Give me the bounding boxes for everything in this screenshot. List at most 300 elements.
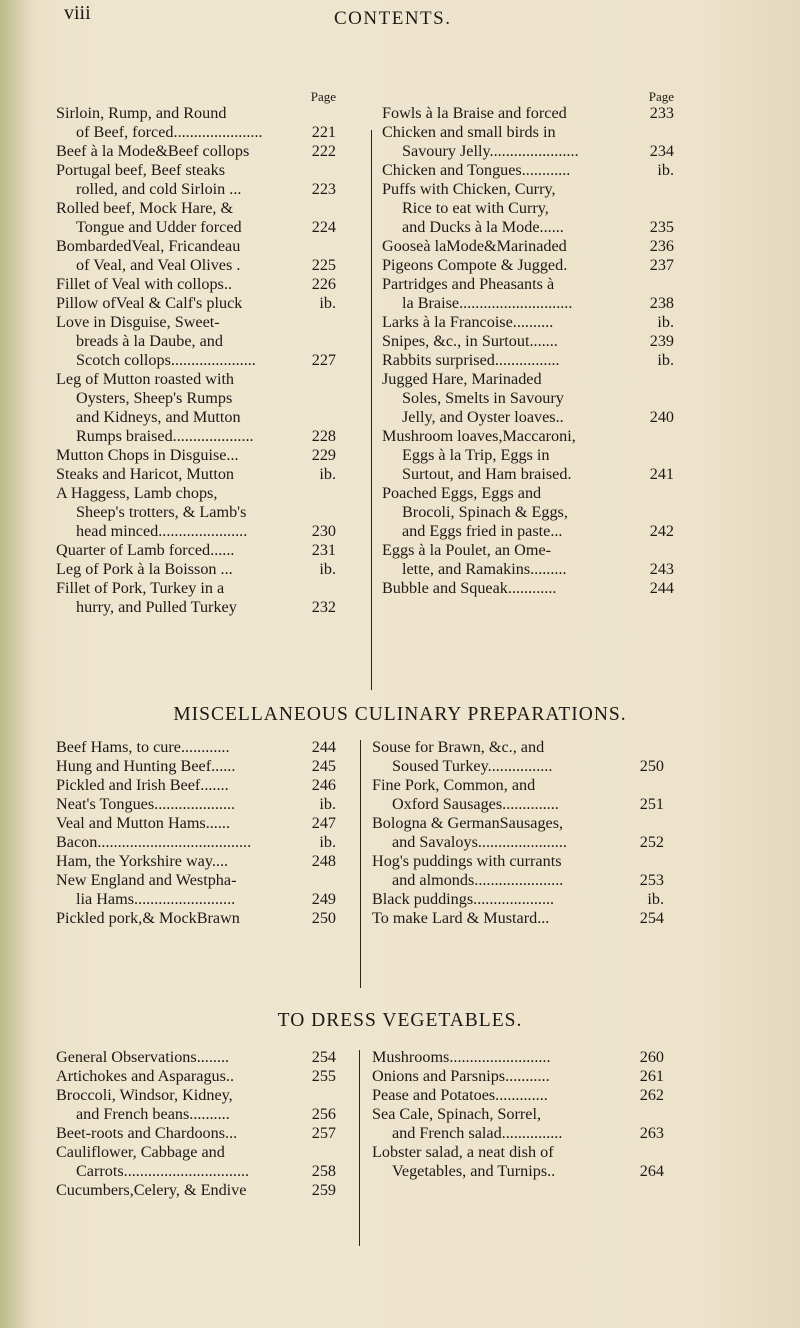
entry-line bbox=[56, 332, 336, 351]
entry-text: Artichokes and Asparagus.. bbox=[56, 1067, 235, 1085]
entry-line bbox=[56, 1162, 336, 1181]
entry-text: Portugal beef, Beef steaks bbox=[56, 161, 226, 179]
entry-line bbox=[382, 256, 674, 275]
column-divider bbox=[371, 130, 372, 690]
entry-line bbox=[372, 795, 664, 814]
entry-line bbox=[382, 332, 674, 351]
contents-entry bbox=[382, 237, 674, 256]
entry-line bbox=[56, 1105, 336, 1124]
contents-column-right bbox=[382, 90, 674, 598]
entry-text: Fine Pork, Common, and bbox=[372, 776, 536, 794]
entry-page-number: 251 bbox=[639, 795, 664, 813]
entry-text: Soles, Smelts in Savoury bbox=[402, 389, 564, 407]
entry-text: and Savaloys...................... bbox=[392, 833, 567, 851]
entry-page-number: 257 bbox=[311, 1124, 336, 1142]
entry-page-number: 263 bbox=[639, 1124, 664, 1142]
entry-text: Bubble and Squeak............ bbox=[382, 579, 557, 597]
entry-text: Vegetables, and Turnips.. bbox=[392, 1162, 556, 1180]
entry-text: Leg of Mutton roasted with bbox=[56, 370, 235, 388]
entry-text: Beet-roots and Chardoons... bbox=[56, 1124, 238, 1142]
entry-line bbox=[372, 871, 664, 890]
entry-text: Leg of Pork à la Boisson ... bbox=[56, 560, 233, 578]
contents-entry bbox=[382, 351, 674, 370]
contents-entry bbox=[56, 560, 336, 579]
entry-line bbox=[56, 522, 336, 541]
entry-line bbox=[56, 776, 336, 795]
entry-page-number: 241 bbox=[649, 465, 674, 483]
entry-line bbox=[56, 408, 336, 427]
contents-entry bbox=[382, 313, 674, 332]
entry-text: Souse for Brawn, &c., and bbox=[372, 738, 545, 756]
contents-entry bbox=[56, 275, 336, 294]
entry-line bbox=[56, 218, 336, 237]
entry-text: Pigeons Compote & Jugged. bbox=[382, 256, 568, 274]
entry-text: Fowls à la Braise and forced bbox=[382, 104, 567, 122]
contents-entry bbox=[56, 161, 336, 199]
entry-line bbox=[56, 1143, 336, 1162]
entry-line bbox=[372, 757, 664, 776]
entry-line bbox=[56, 465, 336, 484]
entry-text: and Eggs fried in paste... bbox=[402, 522, 563, 540]
contents-entry bbox=[382, 275, 674, 313]
entry-text: Neat's Tongues.................... bbox=[56, 795, 236, 813]
entry-text: Veal and Mutton Hams...... bbox=[56, 814, 230, 832]
entry-line bbox=[372, 1143, 664, 1162]
entry-line bbox=[382, 522, 674, 541]
contents-entry bbox=[372, 738, 664, 776]
contents-entry bbox=[372, 890, 664, 909]
contents-entry bbox=[382, 161, 674, 180]
entry-text: Oysters, Sheep's Rumps bbox=[76, 389, 233, 407]
entry-text: Scotch collops..................... bbox=[76, 351, 256, 369]
entry-line bbox=[56, 757, 336, 776]
entry-line bbox=[56, 199, 336, 218]
entry-text: Tongue and Udder forced bbox=[76, 218, 242, 236]
entry-line bbox=[382, 199, 674, 218]
entry-line bbox=[382, 370, 674, 389]
contents-entry bbox=[372, 814, 664, 852]
contents-entry bbox=[56, 294, 336, 313]
contents-entry bbox=[56, 199, 336, 237]
entry-text: Mutton Chops in Disguise... bbox=[56, 446, 239, 464]
entry-text: Beef Hams, to cure............ bbox=[56, 738, 230, 756]
entry-text: To make Lard & Mustard... bbox=[372, 909, 550, 927]
entry-line bbox=[382, 484, 674, 503]
entry-page-number: 253 bbox=[639, 871, 664, 889]
entry-line bbox=[56, 852, 336, 871]
entry-text: BombardedVeal, Fricandeau bbox=[56, 237, 241, 255]
entry-page-number: 229 bbox=[311, 446, 336, 464]
contents-entry bbox=[372, 1086, 664, 1105]
contents-entry bbox=[382, 541, 674, 579]
entry-text: Fillet of Veal with collops.. bbox=[56, 275, 232, 293]
entry-page-number: 234 bbox=[649, 142, 674, 160]
entry-text: Lobster salad, a neat dish of bbox=[372, 1143, 554, 1161]
contents-entry bbox=[56, 484, 336, 541]
contents-entry bbox=[372, 1143, 664, 1181]
entry-line bbox=[56, 1181, 336, 1200]
contents-column-left bbox=[56, 90, 336, 617]
entry-text: Pillow ofVeal & Calf's pluck bbox=[56, 294, 243, 312]
entry-page-number: 255 bbox=[311, 1067, 336, 1085]
entry-text: Quarter of Lamb forced...... bbox=[56, 541, 235, 559]
entry-line bbox=[56, 484, 336, 503]
entry-text: Sea Cale, Spinach, Sorrel, bbox=[372, 1105, 542, 1123]
entry-text: Steaks and Haricot, Mutton bbox=[56, 465, 235, 483]
entry-text: Eggs à la Trip, Eggs in bbox=[402, 446, 550, 464]
entry-line bbox=[372, 1067, 664, 1086]
entry-text: Chicken and small birds in bbox=[382, 123, 556, 141]
entry-text: A Haggess, Lamb chops, bbox=[56, 484, 218, 502]
entry-text: Gooseà laMode&Marinaded bbox=[382, 237, 567, 255]
entry-line bbox=[56, 275, 336, 294]
entry-page-number: ib. bbox=[319, 465, 336, 483]
entry-page-number: 221 bbox=[311, 123, 336, 141]
contents-entry bbox=[382, 256, 674, 275]
entry-line bbox=[372, 1048, 664, 1067]
entry-text: Pease and Potatoes............. bbox=[372, 1086, 548, 1104]
contents-entry bbox=[56, 370, 336, 446]
entry-page-number: 236 bbox=[649, 237, 674, 255]
entry-line bbox=[56, 237, 336, 256]
entry-line bbox=[382, 218, 674, 237]
entry-line bbox=[56, 427, 336, 446]
entry-page-number: 224 bbox=[311, 218, 336, 236]
entry-text: Surtout, and Ham braised. bbox=[402, 465, 572, 483]
entry-text: Savoury Jelly...................... bbox=[402, 142, 579, 160]
entry-text: Bologna & GermanSausages, bbox=[372, 814, 564, 832]
running-head: CONTENTS. bbox=[334, 8, 452, 29]
entry-page-number: 256 bbox=[311, 1105, 336, 1123]
entry-page-number: 227 bbox=[311, 351, 336, 369]
entry-line bbox=[56, 871, 336, 890]
entry-line bbox=[56, 351, 336, 370]
contents-entry bbox=[56, 1067, 336, 1086]
entry-text: head minced...................... bbox=[76, 522, 248, 540]
contents-entry bbox=[56, 833, 336, 852]
entry-text: Puffs with Chicken, Curry, bbox=[382, 180, 556, 198]
entry-line bbox=[56, 313, 336, 332]
entry-line bbox=[56, 598, 336, 617]
page-column-label: Page bbox=[310, 89, 336, 104]
contents-entry bbox=[56, 738, 336, 757]
section-title-miscellaneous: MISCELLANEOUS CULINARY PREPARATIONS. bbox=[173, 704, 627, 725]
entry-text: Hung and Hunting Beef...... bbox=[56, 757, 236, 775]
entry-text: Broccoli, Windsor, Kidney, bbox=[56, 1086, 233, 1104]
contents-entry bbox=[382, 180, 674, 237]
entry-text: of Veal, and Veal Olives . bbox=[76, 256, 241, 274]
entry-page-number: 244 bbox=[649, 579, 674, 597]
entry-line bbox=[382, 503, 674, 522]
entry-page-number: 238 bbox=[649, 294, 674, 312]
entry-page-number: 223 bbox=[311, 180, 336, 198]
contents-entry bbox=[372, 909, 664, 928]
entry-text: Hog's puddings with currants bbox=[372, 852, 562, 870]
entry-line bbox=[56, 446, 336, 465]
entry-line bbox=[56, 833, 336, 852]
contents-entry bbox=[382, 123, 674, 161]
entry-page-number: 240 bbox=[649, 408, 674, 426]
entry-text: Onions and Parsnips........... bbox=[372, 1067, 550, 1085]
entry-text: and French beans.......... bbox=[76, 1105, 230, 1123]
entry-text: and French salad............... bbox=[392, 1124, 563, 1142]
entry-page-number: 262 bbox=[639, 1086, 664, 1104]
contents-entry bbox=[372, 852, 664, 890]
contents-entry bbox=[372, 1048, 664, 1067]
entry-line bbox=[382, 180, 674, 199]
entry-line bbox=[372, 1105, 664, 1124]
entry-text: Fillet of Pork, Turkey in a bbox=[56, 579, 225, 597]
entry-page-number: 249 bbox=[311, 890, 336, 908]
entry-text: Cucumbers,Celery, & Endive bbox=[56, 1181, 247, 1199]
entry-text: Larks à la Francoise.......... bbox=[382, 313, 554, 331]
entry-line bbox=[56, 1124, 336, 1143]
entry-page-number: 237 bbox=[649, 256, 674, 274]
entry-line bbox=[56, 370, 336, 389]
entry-text: Brocoli, Spinach & Eggs, bbox=[402, 503, 568, 521]
entry-text: hurry, and Pulled Turkey bbox=[76, 598, 237, 616]
entry-line bbox=[56, 389, 336, 408]
entry-line bbox=[382, 389, 674, 408]
entry-line bbox=[372, 814, 664, 833]
entry-page-number: 254 bbox=[639, 909, 664, 927]
entry-text: Mushrooms......................... bbox=[372, 1048, 551, 1066]
entry-line bbox=[56, 123, 336, 142]
contents-entry bbox=[382, 427, 674, 484]
entry-text: Pickled pork,& MockBrawn bbox=[56, 909, 240, 927]
contents-entry bbox=[56, 776, 336, 795]
entry-text: Beef à la Mode&Beef collops bbox=[56, 142, 250, 160]
contents-entry bbox=[56, 1124, 336, 1143]
entry-line bbox=[372, 890, 664, 909]
misc-column-left bbox=[56, 738, 336, 928]
entry-line bbox=[382, 579, 674, 598]
entry-text: rolled, and cold Sirloin ... bbox=[76, 180, 242, 198]
entry-line bbox=[56, 579, 336, 598]
entry-line bbox=[56, 890, 336, 909]
entry-line bbox=[56, 161, 336, 180]
entry-line bbox=[382, 237, 674, 256]
contents-entry bbox=[382, 332, 674, 351]
folio-number: viii bbox=[64, 2, 91, 24]
entry-page-number: ib. bbox=[319, 795, 336, 813]
entry-line bbox=[382, 465, 674, 484]
contents-entry bbox=[56, 465, 336, 484]
entry-line bbox=[56, 738, 336, 757]
entry-line bbox=[56, 294, 336, 313]
entry-text: Black puddings.................... bbox=[372, 890, 555, 908]
contents-entry bbox=[56, 795, 336, 814]
entry-text: lia Hams......................... bbox=[76, 890, 236, 908]
entry-text: Bacon...................................... bbox=[56, 833, 252, 851]
contents-entry bbox=[56, 1086, 336, 1124]
entry-text: New England and Westpha- bbox=[56, 871, 237, 889]
entry-page-number: 246 bbox=[311, 776, 336, 794]
entry-line bbox=[372, 852, 664, 871]
entry-page-number: 233 bbox=[649, 104, 674, 122]
entry-page-number: 252 bbox=[639, 833, 664, 851]
entry-text: Rice to eat with Curry, bbox=[402, 199, 549, 217]
contents-entry bbox=[56, 142, 336, 161]
entry-line bbox=[56, 142, 336, 161]
entry-line bbox=[56, 1086, 336, 1105]
entry-line bbox=[382, 161, 674, 180]
contents-entry bbox=[56, 852, 336, 871]
column-divider bbox=[359, 1050, 360, 1246]
entry-page-number: 258 bbox=[311, 1162, 336, 1180]
entry-page-number: 230 bbox=[311, 522, 336, 540]
entry-text: Ham, the Yorkshire way.... bbox=[56, 852, 229, 870]
entry-page-number: 231 bbox=[311, 541, 336, 559]
entry-line bbox=[56, 909, 336, 928]
entry-line bbox=[382, 351, 674, 370]
entry-page-number: 243 bbox=[649, 560, 674, 578]
contents-entry bbox=[56, 1181, 336, 1200]
contents-entry bbox=[56, 313, 336, 370]
veg-column-left bbox=[56, 1048, 336, 1200]
contents-entry bbox=[56, 237, 336, 275]
entry-text: Soused Turkey................ bbox=[392, 757, 553, 775]
entry-page-number: 250 bbox=[639, 757, 664, 775]
contents-entry bbox=[56, 541, 336, 560]
entry-page-number: 250 bbox=[311, 909, 336, 927]
contents-entry bbox=[56, 1143, 336, 1181]
contents-entry bbox=[56, 757, 336, 776]
entry-text: Eggs à la Poulet, an Ome- bbox=[382, 541, 552, 559]
entry-page-number: 225 bbox=[311, 256, 336, 274]
entry-line bbox=[56, 1048, 336, 1067]
page-edge-stain bbox=[0, 0, 34, 1328]
contents-entry bbox=[56, 446, 336, 465]
entry-line bbox=[372, 833, 664, 852]
contents-entry bbox=[56, 1048, 336, 1067]
entry-line bbox=[372, 909, 664, 928]
contents-entry bbox=[56, 814, 336, 833]
entry-text: la Braise............................ bbox=[402, 294, 573, 312]
entry-page-number: ib. bbox=[319, 560, 336, 578]
entry-line bbox=[56, 180, 336, 199]
entry-line bbox=[56, 1067, 336, 1086]
contents-entry bbox=[56, 871, 336, 909]
entry-text: Partridges and Pheasants à bbox=[382, 275, 555, 293]
contents-entry bbox=[372, 1067, 664, 1086]
entry-line bbox=[382, 294, 674, 313]
entry-page-number: 264 bbox=[639, 1162, 664, 1180]
entry-text: Cauliflower, Cabbage and bbox=[56, 1143, 225, 1161]
entry-page-number: ib. bbox=[657, 351, 674, 369]
contents-entry bbox=[382, 370, 674, 427]
entry-page-number: 226 bbox=[311, 275, 336, 293]
entry-line bbox=[382, 275, 674, 294]
entry-text: Rolled beef, Mock Hare, & bbox=[56, 199, 234, 217]
entry-line bbox=[382, 427, 674, 446]
contents-entry bbox=[56, 909, 336, 928]
entry-text: Pickled and Irish Beef....... bbox=[56, 776, 229, 794]
entry-page-number: 248 bbox=[311, 852, 336, 870]
entry-text: Love in Disguise, Sweet- bbox=[56, 313, 220, 331]
entry-text: Chicken and Tongues............ bbox=[382, 161, 571, 179]
entry-text: General Observations........ bbox=[56, 1048, 230, 1066]
page-column-label: Page bbox=[648, 89, 674, 104]
entry-text: and almonds...................... bbox=[392, 871, 564, 889]
column-divider bbox=[360, 740, 361, 988]
entry-line bbox=[382, 408, 674, 427]
entry-line bbox=[372, 1162, 664, 1181]
entry-page-number: 254 bbox=[311, 1048, 336, 1066]
entry-line bbox=[56, 560, 336, 579]
entry-text: breads à la Daube, and bbox=[76, 332, 223, 350]
entry-page-number: 235 bbox=[649, 218, 674, 236]
entry-line bbox=[372, 776, 664, 795]
entry-page-number: ib. bbox=[319, 833, 336, 851]
section-title-vegetables: TO DRESS VEGETABLES. bbox=[277, 1010, 523, 1031]
entry-line bbox=[382, 560, 674, 579]
entry-line bbox=[382, 541, 674, 560]
entry-text: Sirloin, Rump, and Round bbox=[56, 104, 227, 122]
entry-line bbox=[56, 256, 336, 275]
entry-line bbox=[382, 142, 674, 161]
entry-page-number: 261 bbox=[639, 1067, 664, 1085]
entry-page-number: 247 bbox=[311, 814, 336, 832]
entry-page-number: ib. bbox=[657, 313, 674, 331]
entry-line bbox=[56, 795, 336, 814]
entry-text: Jelly, and Oyster loaves.. bbox=[402, 408, 564, 426]
entry-text: and Kidneys, and Mutton bbox=[76, 408, 241, 426]
entry-text: Rabbits surprised................ bbox=[382, 351, 560, 369]
veg-column-right bbox=[372, 1048, 664, 1181]
entry-line bbox=[56, 104, 336, 123]
contents-entry bbox=[56, 104, 336, 142]
entry-text: Jugged Hare, Marinaded bbox=[382, 370, 542, 388]
entry-text: Sheep's trotters, & Lamb's bbox=[76, 503, 247, 521]
entry-line bbox=[372, 1086, 664, 1105]
entry-page-number: 259 bbox=[311, 1181, 336, 1199]
entry-line bbox=[56, 541, 336, 560]
entry-text: Carrots............................... bbox=[76, 1162, 250, 1180]
entry-text: Rumps braised.................... bbox=[76, 427, 254, 445]
entry-page-number: ib. bbox=[319, 294, 336, 312]
entry-page-number: 245 bbox=[311, 757, 336, 775]
contents-entry bbox=[372, 776, 664, 814]
entry-text: Snipes, &c., in Surtout....... bbox=[382, 332, 558, 350]
entry-page-number: 232 bbox=[311, 598, 336, 616]
contents-entry bbox=[372, 1105, 664, 1143]
entry-text: Poached Eggs, Eggs and bbox=[382, 484, 542, 502]
entry-line bbox=[382, 123, 674, 142]
entry-line bbox=[56, 503, 336, 522]
entry-page-number: ib. bbox=[657, 161, 674, 179]
entry-page-number: 244 bbox=[311, 738, 336, 756]
entry-text: Mushroom loaves,Maccaroni, bbox=[382, 427, 576, 445]
entry-text: Oxford Sausages.............. bbox=[392, 795, 559, 813]
contents-entry bbox=[56, 579, 336, 617]
misc-column-right bbox=[372, 738, 664, 928]
entry-text: of Beef, forced...................... bbox=[76, 123, 263, 141]
entry-page-number: 242 bbox=[649, 522, 674, 540]
entry-line bbox=[382, 313, 674, 332]
entry-page-number: 222 bbox=[311, 142, 336, 160]
contents-entry bbox=[382, 104, 674, 123]
entry-line bbox=[56, 814, 336, 833]
entry-page-number: ib. bbox=[647, 890, 664, 908]
contents-entry bbox=[382, 579, 674, 598]
entry-page-number: 228 bbox=[311, 427, 336, 445]
entry-text: and Ducks à la Mode...... bbox=[402, 218, 564, 236]
entry-line bbox=[382, 104, 674, 123]
entry-page-number: 239 bbox=[649, 332, 674, 350]
entry-text: lette, and Ramakins......... bbox=[402, 560, 567, 578]
entry-line bbox=[382, 446, 674, 465]
